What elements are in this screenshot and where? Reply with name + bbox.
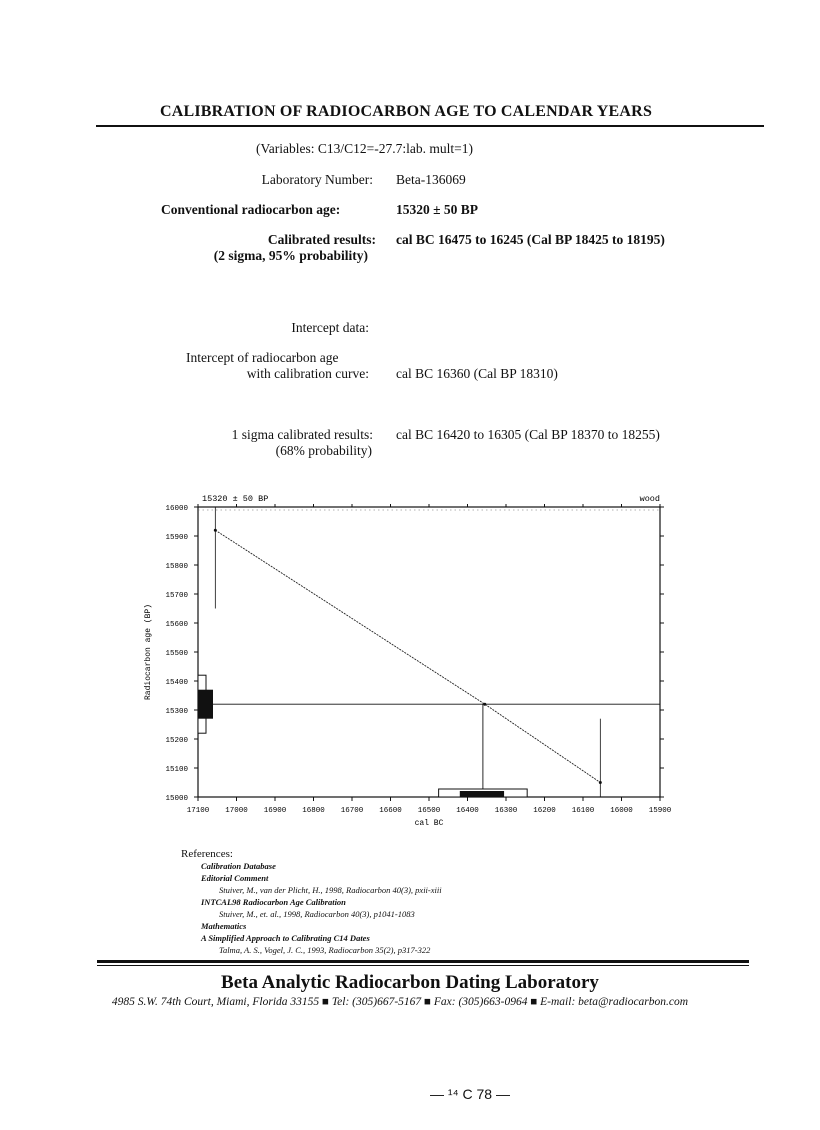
x-tick-label: 17000 <box>225 807 248 815</box>
chart-title-right: wood <box>639 494 660 504</box>
y-tick-label: 15400 <box>165 679 188 687</box>
one-sigma-sublabel: (68% probability) <box>275 443 372 458</box>
references <box>181 848 442 956</box>
lab-name: Beta Analytic Radiocarbon Dating Laboratory <box>221 972 599 993</box>
page-title: CALIBRATION OF RADIOCARBON AGE TO CALENDAR YEARS <box>160 103 653 120</box>
lab-number-label: Laboratory Number: <box>261 172 373 187</box>
reference-line: Mathematics <box>201 921 247 931</box>
calibration-chart <box>138 488 678 833</box>
x-tick-label: 16900 <box>263 807 287 815</box>
calibrated-sublabel: (2 sigma, 95% probability) <box>213 248 368 263</box>
reference-line: Talma, A. S., Vogel, J. C., 1993, Radiocarbon 35(2), p317-322 <box>219 945 431 955</box>
curve-point <box>483 703 486 706</box>
y-tick-label: 15100 <box>165 766 188 774</box>
lab-number-value: Beta-136069 <box>396 172 466 187</box>
intercept-heading: Intercept data: <box>291 320 369 335</box>
conventional-age-value: 15320 ± 50 BP <box>396 202 479 217</box>
y-tick-label: 15600 <box>165 621 188 629</box>
x-tick-label: 16800 <box>302 807 325 815</box>
lab-address: 4985 S.W. 74th Court, Miami, Florida 33155 ■ Tel: (305)667-5167 ■ Fax: (305)663-0964 ■ E-mail: beta@radiocarbon.com <box>111 996 689 1008</box>
x-tick-label: 17100 <box>186 807 210 815</box>
chart-title-left: 15320 ± 50 BP <box>202 494 269 504</box>
y-axis-label: Radiocarbon age (BP) <box>144 603 153 701</box>
one-sigma-label: 1 sigma calibrated results: <box>231 427 373 442</box>
page-number: — ¹⁴ C 78 — <box>430 1086 510 1102</box>
reference-line: Stuiver, M., van der Plicht, H., 1998, Radiocarbon 40(3), pxii-xiii <box>219 885 442 895</box>
x-tick-label: 16700 <box>340 807 364 815</box>
one-sigma-age-box <box>198 690 213 719</box>
variables-line: (Variables: C13/C12=-27.7:lab. mult=1) <box>256 141 473 156</box>
references-heading: References: <box>181 848 233 860</box>
y-tick-label: 15500 <box>165 650 188 658</box>
calibration-curve <box>215 530 600 782</box>
x-tick-label: 16100 <box>571 807 595 815</box>
y-tick-label: 15900 <box>165 534 188 542</box>
reference-line: Calibration Database <box>201 861 276 871</box>
y-tick-label: 16000 <box>165 505 188 513</box>
footer-rule-thick <box>97 960 749 963</box>
intercept-label-2: with calibration curve: <box>246 366 369 381</box>
reference-line: A Simplified Approach to Calibrating C14 Dates <box>201 933 370 943</box>
intercept-label-1: Intercept of radiocarbon age <box>186 350 339 365</box>
footer-rule-thin <box>97 965 749 966</box>
one-sigma-calibrated-box <box>460 791 504 797</box>
x-tick-label: 16600 <box>379 807 402 815</box>
calibrated-label: Calibrated results: <box>267 232 376 247</box>
title-rule <box>96 125 764 127</box>
y-tick-label: 15200 <box>165 737 188 745</box>
x-axis-label: cal BC <box>414 819 444 828</box>
reference-line: Stuiver, M., et. al., 1998, Radiocarbon 40(3), p1041-1083 <box>219 909 415 919</box>
y-tick-label: 15300 <box>165 708 188 716</box>
plot-frame <box>198 507 660 797</box>
x-tick-label: 16400 <box>456 807 479 815</box>
x-tick-label: 16500 <box>417 807 441 815</box>
references-list <box>181 860 442 956</box>
y-tick-label: 15800 <box>165 563 188 571</box>
x-tick-label: 15900 <box>648 807 672 815</box>
y-tick-label: 15700 <box>165 592 188 600</box>
x-tick-label: 16000 <box>610 807 633 815</box>
reference-line: INTCAL98 Radiocarbon Age Calibration <box>201 897 346 907</box>
conventional-age-label: Conventional radiocarbon age: <box>161 202 341 217</box>
x-tick-label: 16200 <box>533 807 556 815</box>
x-tick-label: 16300 <box>494 807 518 815</box>
one-sigma-value: cal BC 16420 to 16305 (Cal BP 18370 to 18255) <box>396 427 660 442</box>
intercept-value: cal BC 16360 (Cal BP 18310) <box>396 366 558 381</box>
reference-line: Editorial Comment <box>201 873 269 883</box>
y-tick-label: 15000 <box>165 795 188 803</box>
calibrated-value: cal BC 16475 to 16245 (Cal BP 18425 to 18195) <box>396 232 665 247</box>
